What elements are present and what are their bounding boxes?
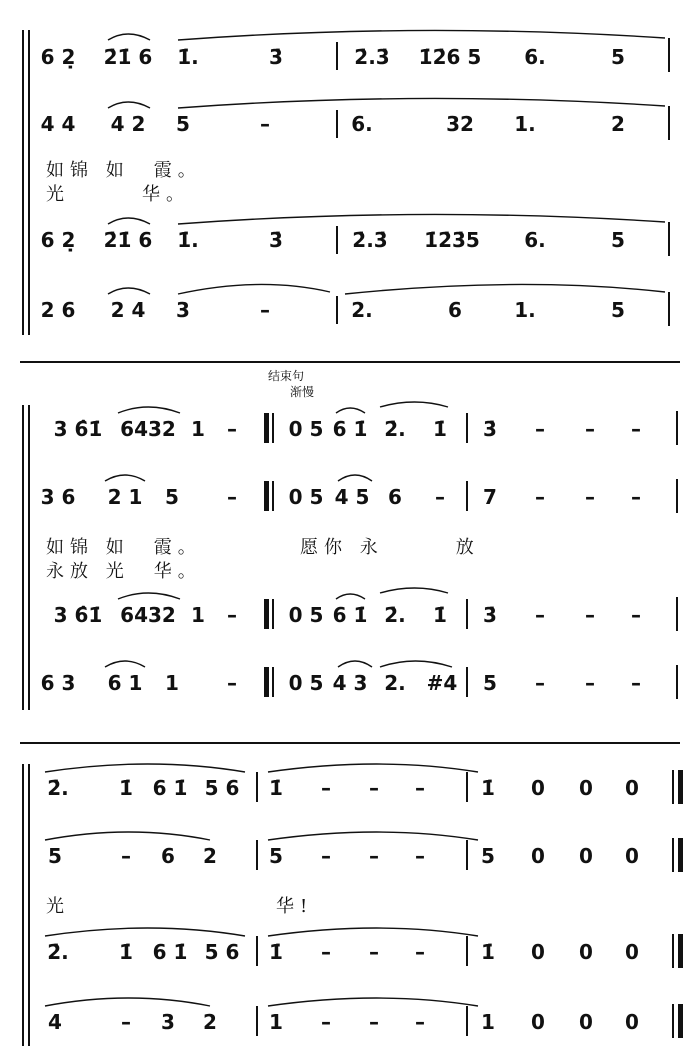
note: 0: [625, 940, 639, 964]
note: 1̇: [269, 776, 283, 800]
note: 1̇: [119, 776, 133, 800]
note: 2̇.: [47, 940, 69, 964]
slur-arcs: [0, 345, 700, 720]
tempo-marking: 渐慢: [290, 385, 315, 399]
note: 6.: [351, 112, 373, 136]
note: 0: [531, 844, 545, 868]
lyric-line: 如锦 如 霞。: [46, 537, 202, 558]
note: 3: [161, 1010, 175, 1034]
note: 3̇: [269, 45, 283, 69]
note: 5: [165, 485, 179, 509]
note: 4 2: [110, 112, 146, 136]
note: 3̇: [483, 603, 497, 627]
note: –: [227, 485, 237, 509]
note: –: [585, 603, 595, 627]
note: 1̇: [269, 940, 283, 964]
note: –: [415, 940, 425, 964]
note: –: [435, 485, 445, 509]
note: 0: [625, 844, 639, 868]
note: –: [631, 603, 641, 627]
note: 1: [481, 1010, 495, 1034]
lyric-line: 愿你 永 放: [300, 537, 480, 558]
note: 0: [579, 1010, 593, 1034]
note: 0: [625, 776, 639, 800]
note: 0: [579, 844, 593, 868]
note: 6 1̇: [152, 776, 188, 800]
note: 5: [483, 671, 497, 695]
note: 5: [176, 112, 190, 136]
note: 6 1̇: [332, 417, 368, 441]
note: –: [121, 1010, 131, 1034]
note: –: [631, 485, 641, 509]
note: 0: [531, 776, 545, 800]
note: 0 5: [288, 417, 324, 441]
note: 3: [176, 298, 190, 322]
note: –: [260, 112, 270, 136]
note: 1: [191, 603, 205, 627]
note: 6 1̇: [152, 940, 188, 964]
lyric-line: 光 华。: [46, 184, 190, 205]
note: –: [321, 844, 331, 868]
slur-arcs: [0, 0, 700, 345]
note: –: [535, 671, 545, 695]
note: –: [535, 603, 545, 627]
note: –: [369, 776, 379, 800]
note: 2̇.: [384, 417, 406, 441]
note: 1: [191, 417, 205, 441]
note: –: [321, 940, 331, 964]
note: 5: [611, 45, 625, 69]
note: 4: [48, 1010, 62, 1034]
note: –: [585, 671, 595, 695]
note: 2 6: [40, 298, 76, 322]
note: 1: [165, 671, 179, 695]
note: –: [415, 844, 425, 868]
system-1: [0, 0, 700, 345]
note: –: [321, 776, 331, 800]
note: 1.: [514, 298, 536, 322]
note: 0 5: [288, 603, 324, 627]
note: 6 2̣: [40, 45, 76, 69]
note: –: [585, 485, 595, 509]
note: 2 1: [107, 485, 143, 509]
note: –: [260, 298, 270, 322]
note: 6 2̣: [40, 228, 76, 252]
lyric-line: 华!: [276, 896, 314, 917]
lyric-line: 如锦 如 霞。: [46, 160, 202, 181]
note: 1̇: [119, 940, 133, 964]
note: 1̇: [481, 776, 495, 800]
note: 6 1: [107, 671, 143, 695]
note: –: [415, 1010, 425, 1034]
note: 5: [269, 844, 283, 868]
lyric-line: 光: [46, 896, 70, 917]
note: 2̇.3̇: [352, 228, 388, 252]
note: –: [121, 844, 131, 868]
note: 6: [388, 485, 402, 509]
note: –: [631, 417, 641, 441]
system-3: [0, 720, 700, 1051]
note: 2̇.: [47, 776, 69, 800]
note: 2.: [351, 298, 373, 322]
slur-arcs: [0, 720, 700, 1051]
note: 6: [448, 298, 462, 322]
note: –: [585, 417, 595, 441]
note: 4 4: [40, 112, 76, 136]
note: 1.: [514, 112, 536, 136]
note: 6.: [524, 45, 546, 69]
note: 4 3: [332, 671, 368, 695]
note: 1̇: [433, 417, 447, 441]
note: 0: [531, 1010, 545, 1034]
note: 3 6̂1̇: [53, 417, 103, 441]
note: 5 6: [204, 776, 240, 800]
note: –: [631, 671, 641, 695]
note: 2̇.: [384, 603, 406, 627]
note: 4 5: [334, 485, 370, 509]
note: 6432: [120, 603, 176, 627]
ending-marking: 结束句: [268, 369, 305, 383]
note: –: [227, 417, 237, 441]
note: 7: [483, 485, 497, 509]
note: #4: [426, 671, 458, 695]
note: 0 5: [288, 671, 324, 695]
note: 2̇1̇ 6: [103, 45, 153, 69]
note: 32: [446, 112, 474, 136]
note: 3̇: [269, 228, 283, 252]
note: 1̇: [481, 940, 495, 964]
note: 3 6: [40, 485, 76, 509]
note: 5: [611, 228, 625, 252]
system-2: [0, 345, 700, 720]
note: –: [369, 844, 379, 868]
note: –: [369, 1010, 379, 1034]
note: 2.: [384, 671, 406, 695]
note: 0: [579, 940, 593, 964]
note: 5 6: [204, 940, 240, 964]
note: 1̇2̇6 5: [418, 45, 482, 69]
note: 2: [203, 1010, 217, 1034]
note: 3 6̂1̇: [53, 603, 103, 627]
note: –: [227, 603, 237, 627]
note: 2̇.3̇: [354, 45, 390, 69]
note: 6: [161, 844, 175, 868]
note: 0: [531, 940, 545, 964]
note: 0 5: [288, 485, 324, 509]
note: 1̇: [433, 603, 447, 627]
note: 5: [48, 844, 62, 868]
note: 6 1̇: [332, 603, 368, 627]
note: –: [369, 940, 379, 964]
note: 2 4: [110, 298, 146, 322]
note: 1̇.: [177, 228, 199, 252]
note: –: [535, 485, 545, 509]
note: 6.: [524, 228, 546, 252]
note: –: [321, 1010, 331, 1034]
note: 5: [481, 844, 495, 868]
note: 2̇1̇ 6: [103, 228, 153, 252]
lyric-line: 永放 光 华。: [46, 561, 202, 582]
note: 5: [611, 298, 625, 322]
note: 2: [203, 844, 217, 868]
note: 1̇.: [177, 45, 199, 69]
note: 6432: [120, 417, 176, 441]
note: 0: [625, 1010, 639, 1034]
note: 3̇: [483, 417, 497, 441]
note: 0: [579, 776, 593, 800]
note: 2: [611, 112, 625, 136]
note: 6 3: [40, 671, 76, 695]
note: 1: [269, 1010, 283, 1034]
note: –: [535, 417, 545, 441]
note: 1̇2̇3̇5: [424, 228, 480, 252]
note: –: [227, 671, 237, 695]
note: –: [415, 776, 425, 800]
